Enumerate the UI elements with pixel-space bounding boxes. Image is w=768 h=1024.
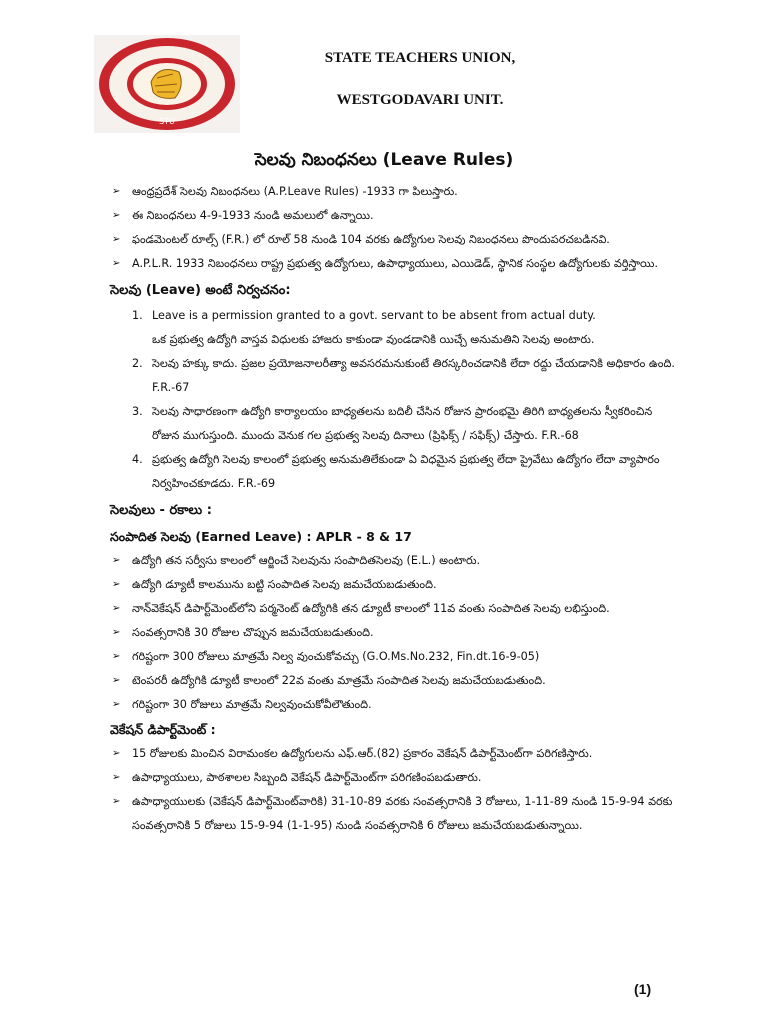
list-item: ➢ నాన్‌వెకేషన్ డిపార్ట్‌మెంట్‌లోని పర్మనెంట్ ఉద్యోగికి తన డ్యూటీ కాలంలో 11వ వంతు సంపాదిత సెలవు లభిస్తుంది. <box>110 597 680 621</box>
list-item: ➢ A.P.L.R. 1933 నిబంధనలు రాష్ట్ర ప్రభుత్వ ఉద్యోగులు, ఉపాధ్యాయులు, ఎయిడెడ్, స్థానిక సంస్థల ఉద్యోగులకు వర్తిస్తాయి. <box>110 252 680 276</box>
list-item: ➢ టెంపరరీ ఉద్యోగికి డ్యూటీ కాలంలో 22వ వంతు మాత్రమే సంపాదిత సెలవు జమచేయబడుతుంది. <box>110 669 680 693</box>
logo-text: STU <box>159 117 175 126</box>
list-item: ➢ ఈ నిబంధనలు 4-9-1933 నుండి అమలులో ఉన్నాయి. <box>110 204 680 228</box>
document-body <box>110 180 680 838</box>
list-item: ➢ గరిష్టంగా 300 రోజులు మాత్రమే నిల్వ వుంచుకోవచ్చు (G.O.Ms.No.232, Fin.dt.16-9-05) <box>110 645 680 669</box>
list-item: ➢ ఉపాధ్యాయులకు (వెకేషన్ డిపార్ట్‌మెంట్‌వారికి) 31-10-89 వరకు సంవత్సరానికి 3 రోజులు, 1-11-89 నుండి 15-9-94 వరకు సంవత్సరానికి 5 రోజులు 15-9-94 (1-1-95) నుండి సంవత్సరానికి 6 రోజులు జమచేయబడుతున్నాయి. <box>110 790 680 838</box>
arrow-bullet-icon: ➢ <box>112 651 121 662</box>
arrow-bullet-icon: ➢ <box>112 748 121 759</box>
arrow-bullet-icon: ➢ <box>112 796 121 807</box>
arrow-bullet-icon: ➢ <box>112 258 121 269</box>
numbered-item: 1. Leave is a permission granted to a govt. servant to be absent from actual duty. <box>132 309 596 322</box>
arrow-bullet-icon: ➢ <box>112 210 121 221</box>
arrow-bullet-icon: ➢ <box>112 627 121 638</box>
list-item: ➢ 15 రోజులకు మించిన విరామంకల ఉద్యోగులను ఎఫ్.ఆర్.(82) ప్రకారం వెకేషన్ డిపార్ట్‌మెంట్‌గా పరిగణిస్తారు. <box>110 742 680 766</box>
page-title: సెలవు నిబంధనలు (Leave Rules) <box>254 150 514 170</box>
arrow-bullet-icon: ➢ <box>112 603 121 614</box>
arrow-bullet-icon: ➢ <box>112 186 121 197</box>
page-number: (1) <box>634 981 652 997</box>
list-item: ➢ సంవత్సరానికి 30 రోజుల చొప్పున జమచేయబడుతుంది. <box>110 621 680 645</box>
union-logo <box>93 34 241 134</box>
numbered-item: 3. సెలవు సాధారణంగా ఉద్యోగి కార్యాలయం బాధ్యతలను బదిలీ చేసిన రోజున ప్రారంభమై తిరిగి బాధ్యతలను స్వీకరించిన రోజున ముగుస్తుంది. ముందు వెనుక గల ప్రభుత్వ సెలవు దినాలు (ప్రిఫిక్స్ / సఫిక్స్) చేస్తారు. F.R.-68 <box>132 405 653 442</box>
numbered-item: 4. ప్రభుత్వ ఉద్యోగి సెలవు కాలంలో ప్రభుత్వ అనుమతిలేకుండా ఏ విధమైన ప్రభుత్వ లేదా ప్రైవేటు ఉద్యోగం లేదా వ్యాపారం నిర్వహించకూడదు. F.R.-69 <box>132 453 660 490</box>
org-unit: WESTGODAVARI UNIT. <box>336 92 504 108</box>
arrow-bullet-icon: ➢ <box>112 772 121 783</box>
list-item: ➢ ఉద్యోగి డ్యూటీ కాలమును బట్టి సంపాదిత సెలవు జమచేయబడుతుంది. <box>110 573 680 597</box>
arrow-bullet-icon: ➢ <box>112 699 121 710</box>
arrow-bullet-icon: ➢ <box>112 234 121 245</box>
numbered-item: ఒక ప్రభుత్వ ఉద్యోగి వాస్తవ విధులకు హాజరు కాకుండా వుండడానికి యిచ్చే అనుమతిని సెలవు అంటారు. <box>152 333 595 346</box>
arrow-bullet-icon: ➢ <box>112 579 121 590</box>
numbered-item: 2. సెలవు హక్కు కాదు. ప్రజల ప్రయోజనాలరీత్యా అవసరమనుకుంటే తిరస్కరించడానికి లేదా రద్దు చేయడానికి అధికారం ఉంది. F.R.-67 <box>132 357 675 394</box>
list-item: ➢ ఫండమెంటల్ రూల్స్ (F.R.) లో రూల్ 58 నుండి 104 వరకు ఉద్యోగుల సెలవు నిబంధనలు పొందుపరచబడినవి. <box>110 228 680 252</box>
arrow-bullet-icon: ➢ <box>112 555 121 566</box>
list-item: ➢ ఉపాధ్యాయులు, పాఠశాలల సిబ్బంది వెకేషన్ డిపార్ట్‌మెంట్‌గా పరిగణింపబడుతారు. <box>110 766 680 790</box>
arrow-bullet-icon: ➢ <box>112 675 121 686</box>
definition-heading: సెలవు (Leave) అంటే నిర్వచనం: <box>110 283 291 298</box>
list-item: ➢ ఆంధ్రప్రదేశ్ సెలవు నిబంధనలు (A.P.Leave Rules) -1933 గా పిలుస్తారు. <box>110 180 680 204</box>
types-heading: సెలవులు - రకాలు : <box>110 503 212 518</box>
vacation-heading: వెకేషన్ డిపార్ట్‌మెంట్ : <box>110 722 216 737</box>
list-item: ➢ ఉద్యోగి తన సర్వీసు కాలంలో ఆర్జించే సెలవును సంపాదితసెలవు (E.L.) అంటారు. <box>110 549 680 573</box>
earned-leave-heading: సంపాదిత సెలవు (Earned Leave) : APLR - 8 & 17 <box>110 529 412 544</box>
list-item: ➢ గరిష్టంగా 30 రోజులు మాత్రమే నిల్వవుంచుకోవీలౌతుంది. <box>110 693 680 717</box>
org-name: STATE TEACHERS UNION, <box>324 50 516 66</box>
